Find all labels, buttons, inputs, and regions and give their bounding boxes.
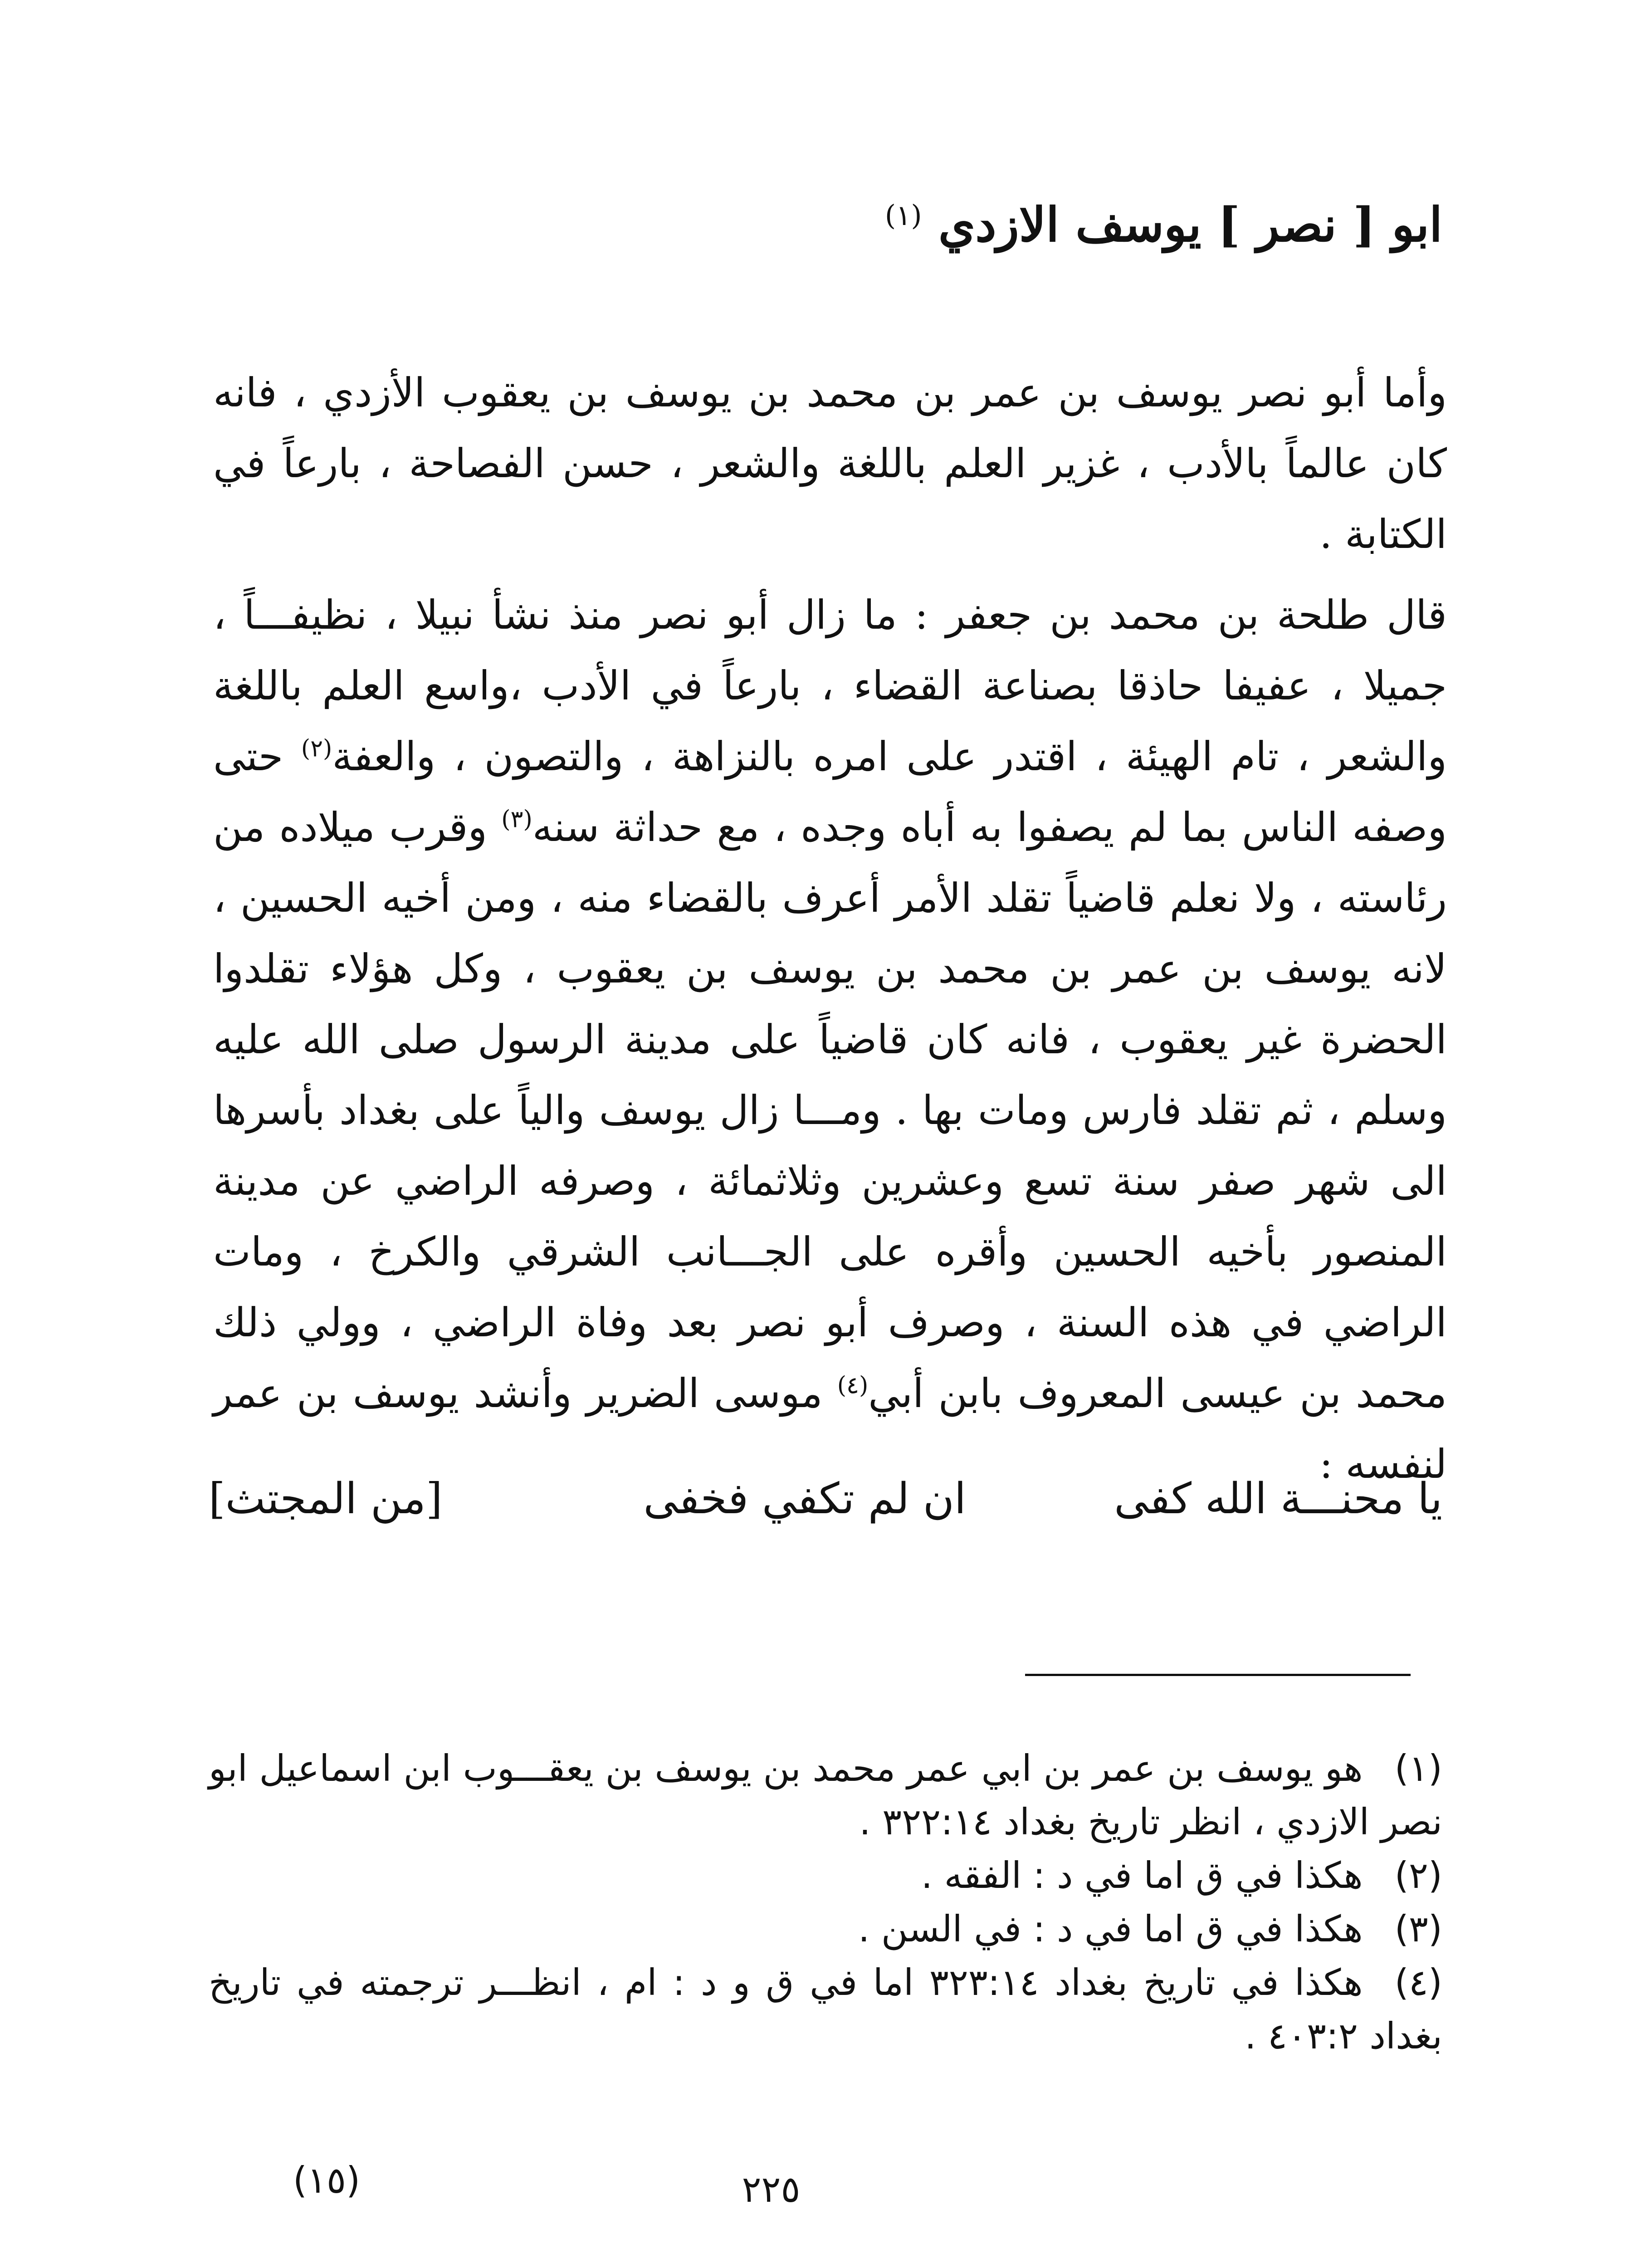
paragraph-1: وأما أبو نصر يوسف بن عمر بن محمد بن يوسف بن يعقوب الأزدي ، فانه كان عالماً بالأدب ، غزير العلم باللغة والشعر ، حسن الفصاحة ، بارعاً في الكتابة . [213,369,1447,557]
paragraph-2-part-b: حتى وصفه الناس بما لم يصفوا به أباه وجده ، مع حداثة سنه [213,733,1447,850]
footnote-number: (١) [1394,1747,1442,1789]
footnote-3 [209,1902,1442,1956]
footnote-text: هكذا في ق اما في د : في السن . [858,1908,1363,1950]
paragraph-2-part-d: موسى الضرير وأنشد يوسف بن عمر لنفسه : [213,1370,1447,1487]
footnote-number: (٤) [1394,1961,1443,2004]
verse-first-hemistich: يا محنـــة الله كفى [1114,1474,1442,1524]
poem-verse [209,1465,1442,1533]
heading-footnote-ref: (١) [884,199,922,232]
signature-mark: (١٥) [293,2159,361,2201]
footnote-divider [1025,1674,1411,1676]
verse-meter-label: [من المجتث] [209,1474,443,1524]
footnote-ref-2: (٢) [301,735,332,763]
footnote-1 [209,1742,1442,1849]
footnote-ref-4: (٤) [837,1372,869,1399]
page-number: ٢٢٥ [742,2168,801,2210]
footnote-number: (٢) [1394,1854,1442,1897]
footnote-4 [209,1956,1442,2063]
footnote-text: هكذا في تاريخ بغداد ٣٢٣:١٤ اما في ق و د : ام ، انظـــر ترجمته في تاريخ بغداد ٤٠٣:٢ . [209,1961,1442,2057]
footnote-text: هو يوسف بن عمر بن ابي عمر محمد بن يوسف بن يعقـــوب ابن اسماعيل ابو نصر الازدي ، انظر تاريخ بغداد ٣٢٢:١٤ . [209,1747,1442,1843]
footnotes [209,1742,1442,2063]
footnote-2 [209,1849,1442,1902]
heading-text: ابو [ نصر ] يوسف الازدي [938,196,1442,253]
paragraph-2-part-a: قال طلحة بن محمد بن جعفر : ما زال أبو نصر منذ نشأ نبيلا ، نظيفـــاً ، جميلا ، عفيفا حاذقا بصناعة القضاء ، بارعاً في الأدب ،واسع العلم باللغة والشعر ، تام الهيئة ، اقتدر على امره بالنزاهة ، والتصون ، والعفة [213,591,1447,780]
verse-second-hemistich: ان لم تكفي فخفى [643,1474,966,1524]
footnote-text: هكذا في ق اما في د : الفقه . [921,1854,1363,1897]
footnote-number: (٣) [1394,1908,1442,1950]
section-heading [218,181,1442,259]
paragraph-2 [213,580,1447,1500]
footnote-ref-3: (٣) [501,806,532,833]
paragraph-2-part-c: وقرب ميلاده من رئاسته ، ولا نعلم قاضياً تقلد الأمر أعرف بالقضاء منه ، ومن أخيه الحسين ، لانه يوسف بن عمر بن محمد بن يوسف بن يعقوب ، وكل هؤلاء تقلدوا الحضرة غير يعقوب ، فانه كان قاضياً على مدينة الرسول صلى الله عليه وسلم ، ثم تقلد فارس ومات بها . ومـــا زال يوسف والياً على بغداد بأسرها الى شهر صفر سنة تسع وعشرين وثلاثمائة ، وصرفه الراضي عن مدينة المنصور بأخيه الحسين وأقره على الجـــانب الشرقي والكرخ ، ومات الراضي في هذه السنة ، وصرف أبو نصر بعد وفاة الراضي ، وولي ذلك محمد بن عيسى المعروف بابن أبي [213,804,1447,1417]
